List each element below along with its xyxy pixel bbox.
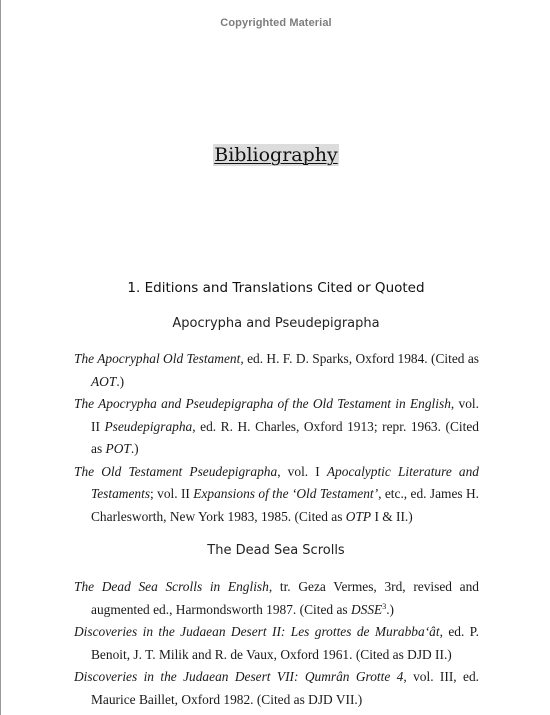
- bibliography-list-dead-sea-scrolls: [74, 576, 479, 711]
- entry-title: Discoveries in the Judaean Desert VII: Qumrân Grotte 4: [74, 669, 404, 684]
- bibliography-list-apocrypha: [74, 348, 479, 528]
- entry-title: The Old Testament Pseudepigrapha: [74, 463, 278, 479]
- entry-text: , etc., ed. James H. Charlesworth, New York 1983, 1985. (Cited as: [91, 486, 479, 524]
- page-title-wrap: [1, 144, 550, 166]
- bibliography-entry: [74, 393, 479, 461]
- entry-text: , ed. H. F. D. Sparks, Oxford 1984. (Cited as: [240, 351, 480, 366]
- entry-title: The Apocrypha and Pseudepigrapha of the Old Testament in English: [74, 396, 451, 411]
- entry-close: I & II.): [371, 508, 413, 524]
- entry-subtitle: Apocalyptic Literature and Testaments: [91, 463, 480, 501]
- subheading-apocrypha: Apocrypha and Pseudepigrapha: [172, 316, 380, 331]
- bibliography-entry: [74, 621, 479, 666]
- entry-title: Discoveries in the Judaean Desert II: Les grottes de Murabba‘ât: [74, 624, 440, 639]
- entry-title: The Dead Sea Scrolls in English: [74, 579, 269, 594]
- subheading-dead-sea-scrolls: The Dead Sea Scrolls: [207, 543, 345, 558]
- bibliography-entry: [74, 666, 479, 711]
- entry-close: .): [386, 601, 395, 617]
- bibliography-entry: [74, 348, 479, 393]
- entry-close: .): [130, 441, 139, 456]
- entry-edition-superscript: 3: [382, 601, 387, 611]
- entry-text: , vol. I: [277, 463, 327, 479]
- entry-subtitle: Expansions of the ‘Old Testament’: [193, 486, 379, 501]
- bibliography-entry: [74, 461, 479, 529]
- entry-abbreviation: POT: [105, 441, 131, 456]
- entry-text: , vol. III, ed. Maurice Baillet, Oxford 1982. (Cited as DJD VII.): [91, 669, 480, 707]
- bibliography-entry: [74, 576, 479, 621]
- copyright-notice: Copyrighted Material: [220, 17, 332, 29]
- section-title: 1. Editions and Translations Cited or Quoted: [127, 280, 425, 296]
- entry-abbreviation: DSSE: [350, 601, 383, 617]
- entry-abbreviation: OTP: [345, 508, 372, 524]
- page-title[interactable]: Bibliography: [214, 144, 338, 166]
- entry-text: , tr. Geza Vermes, 3rd, revised and augmented ed., Harmondsworth 1987. (Cited as: [91, 579, 479, 617]
- entry-close: .): [116, 373, 125, 389]
- entry-text: , vol. II: [91, 396, 479, 434]
- entry-title: The Apocryphal Old Testament: [74, 351, 241, 366]
- entry-text: ; vol. II: [150, 486, 194, 501]
- entry-subtitle: Pseudepigrapha: [104, 418, 193, 434]
- entry-text: , ed. R. H. Charles, Oxford 1913; repr. 1963. (Cited as: [91, 418, 479, 456]
- entry-text: , ed. P. Benoit, J. T. Milik and R. de Vaux, Oxford 1961. (Cited as DJD II.): [91, 624, 479, 662]
- entry-abbreviation: AOT: [91, 373, 117, 389]
